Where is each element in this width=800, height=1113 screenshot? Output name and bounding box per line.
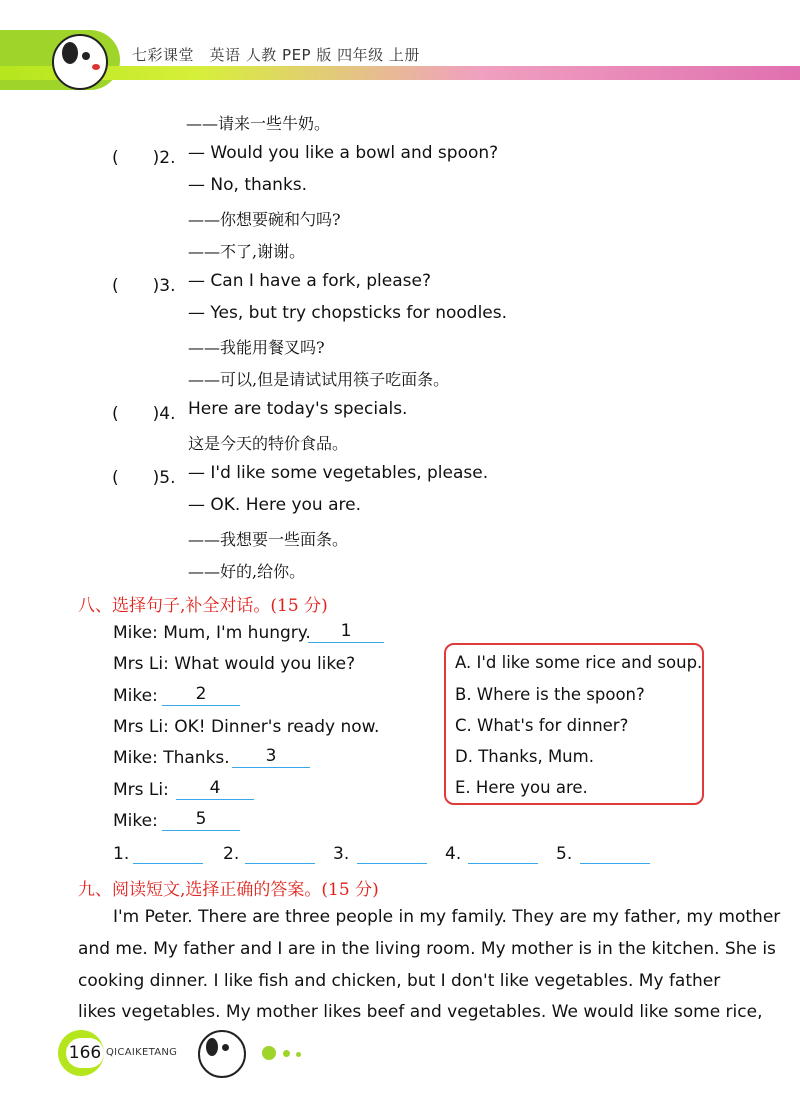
decorative-dot-icon (283, 1050, 290, 1057)
answer-blank-3[interactable] (357, 841, 427, 864)
option-c: C. What's for dinner? (455, 716, 629, 735)
q3-number: ( )3. (112, 276, 176, 296)
answer-label-1: 1. (113, 844, 130, 864)
q5-number: ( )5. (112, 468, 176, 488)
dialogue-line-3: Mike: (113, 686, 158, 706)
option-a: A. I'd like some rice and soup. (455, 653, 703, 672)
decorative-dot-icon (296, 1052, 301, 1057)
passage-line-1: I'm Peter. There are three people in my family. They are my father, my mother (113, 907, 781, 927)
option-e: E. Here you are. (455, 778, 588, 797)
q5-cn-line-2: ——好的,给你。 (188, 562, 306, 581)
q1-cn-line: ——请来一些牛奶。 (186, 114, 331, 133)
answer-blank-5[interactable] (580, 841, 650, 864)
dialogue-blank-1[interactable]: 1 (308, 620, 384, 643)
page-number: 166 (66, 1038, 104, 1068)
dialogue-line-4: Mrs Li: OK! Dinner's ready now. (113, 717, 380, 737)
dialogue-blank-2[interactable]: 2 (162, 683, 240, 706)
q3-en-line-1: — Can I have a fork, please? (188, 271, 431, 291)
header-title: 七彩课堂 英语 人教 PEP 版 四年级 上册 (132, 46, 420, 64)
section-8-title: 八、选择句子,补全对话。(15 分) (78, 596, 328, 616)
dialogue-line-7: Mike: (113, 811, 158, 831)
q5-en-line-2: — OK. Here you are. (188, 495, 361, 515)
answer-label-4: 4. (445, 844, 462, 864)
section-9-title: 九、阅读短文,选择正确的答案。(15 分) (78, 880, 379, 900)
passage-line-2: and me. My father and I are in the living room. My mother is in the kitchen. She is (78, 939, 776, 959)
q4-en-line-1: Here are today's specials. (188, 399, 408, 419)
dialogue-line-5: Mike: Thanks. (113, 748, 230, 768)
passage-line-4: likes vegetables. My mother likes beef and vegetables. We would like some rice, (78, 1002, 763, 1022)
answer-label-3: 3. (333, 844, 350, 864)
dialogue-line-1: Mike: Mum, I'm hungry. (113, 623, 311, 643)
answer-blank-1[interactable] (133, 841, 203, 864)
q2-en-line-1: — Would you like a bowl and spoon? (188, 143, 499, 163)
panda-mascot-icon (52, 34, 108, 90)
passage-line-3: cooking dinner. I like fish and chicken, but I don't like vegetables. My father (78, 971, 721, 991)
dialogue-line-6: Mrs Li: (113, 780, 169, 800)
q4-cn-line-1: 这是今天的特价食品。 (188, 434, 349, 453)
dialogue-blank-3[interactable]: 3 (232, 745, 310, 768)
answer-label-5: 5. (556, 844, 573, 864)
options-box (444, 643, 704, 805)
q2-cn-line-1: ——你想要碗和勺吗? (188, 210, 341, 229)
answer-blank-4[interactable] (468, 841, 538, 864)
q2-cn-line-2: ——不了,谢谢。 (188, 242, 306, 261)
q2-en-line-2: — No, thanks. (188, 175, 308, 195)
q3-en-line-2: — Yes, but try chopsticks for noodles. (188, 303, 508, 323)
dialogue-line-2: Mrs Li: What would you like? (113, 654, 356, 674)
option-b: B. Where is the spoon? (455, 685, 645, 704)
decorative-dot-icon (262, 1046, 276, 1060)
q2-number: ( )2. (112, 148, 176, 168)
answer-blank-2[interactable] (245, 841, 315, 864)
header-stripe (0, 66, 800, 80)
q5-cn-line-1: ——我想要一些面条。 (188, 530, 349, 549)
q3-cn-line-2: ——可以,但是请试试用筷子吃面条。 (188, 370, 450, 389)
panda-mascot-icon (198, 1030, 246, 1078)
dialogue-blank-4[interactable]: 4 (176, 777, 254, 800)
dialogue-blank-5[interactable]: 5 (162, 808, 240, 831)
option-d: D. Thanks, Mum. (455, 747, 594, 766)
q5-en-line-1: — I'd like some vegetables, please. (188, 463, 489, 483)
q4-number: ( )4. (112, 404, 176, 424)
answer-label-2: 2. (223, 844, 240, 864)
footer-brand: QICAIKETANG (106, 1047, 178, 1058)
q3-cn-line-1: ——我能用餐叉吗? (188, 338, 325, 357)
